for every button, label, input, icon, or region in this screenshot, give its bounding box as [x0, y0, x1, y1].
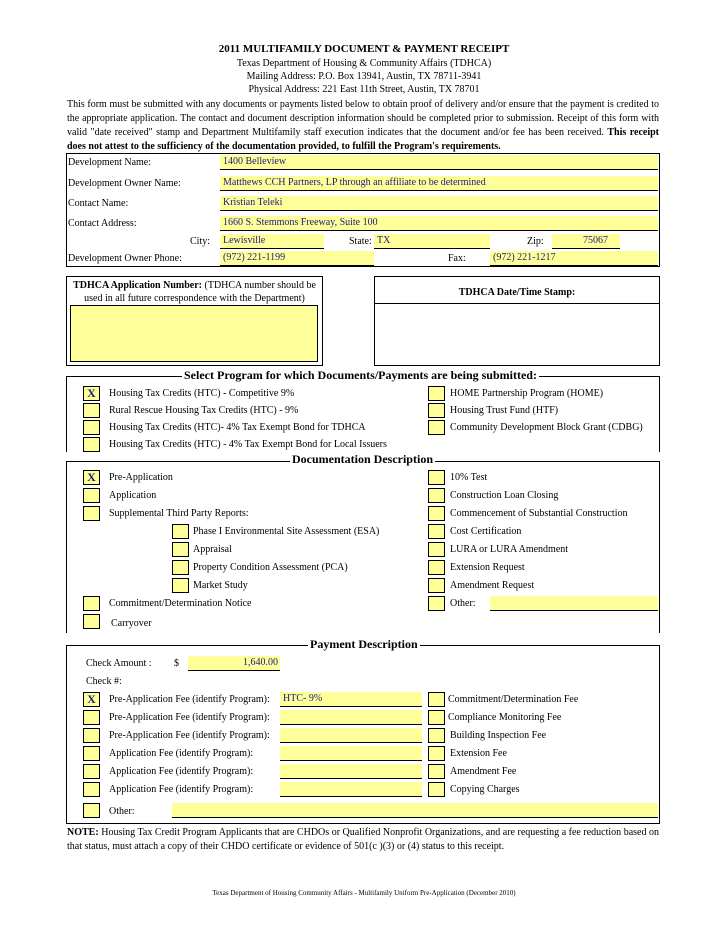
divider	[66, 153, 660, 154]
doc-carryover-label: Carryover	[111, 618, 152, 629]
doc-cost-cert-checkbox[interactable]	[428, 524, 445, 539]
program-htc-competitive-checkbox[interactable]: X	[83, 386, 100, 401]
pay-pre-app-fee-3-program[interactable]	[280, 728, 422, 743]
date-stamp-box	[374, 276, 660, 366]
pay-other-field[interactable]	[172, 803, 658, 818]
doc-market-study-checkbox[interactable]	[172, 578, 189, 593]
program-htc-competitive-label: Housing Tax Credits (HTC) - Competitive 9%	[109, 388, 295, 399]
program-htf-checkbox[interactable]	[428, 403, 445, 418]
dev-name-label: Development Name:	[68, 157, 152, 168]
pay-pre-app-fee-1-program[interactable]: HTC- 9%	[280, 692, 422, 707]
doc-commitment-label: Commitment/Determination Notice	[109, 598, 252, 609]
doc-carryover-checkbox[interactable]	[83, 614, 100, 629]
application-number-field[interactable]	[70, 305, 318, 362]
pay-inspection-fee-label: Building Inspection Fee	[450, 730, 547, 741]
pay-other-label: Other:	[109, 806, 135, 817]
program-home-checkbox[interactable]	[428, 386, 445, 401]
doc-commencement-label: Commencement of Substantial Construction	[450, 508, 628, 519]
pay-pre-app-fee-3-checkbox[interactable]	[83, 728, 100, 743]
doc-amendment-label: Amendment Request	[450, 580, 535, 591]
doc-lura-checkbox[interactable]	[428, 542, 445, 557]
divider	[375, 303, 659, 304]
pay-copying-checkbox[interactable]	[428, 782, 445, 797]
pay-extension-fee-label: Extension Fee	[450, 748, 507, 759]
pay-compliance-fee-label: Compliance Monitoring Fee	[448, 712, 562, 723]
divider	[66, 823, 660, 824]
divider	[66, 645, 67, 823]
doc-appraisal-label: Appraisal	[193, 544, 232, 555]
program-cdbg-label: Community Development Block Grant (CDBG)	[450, 422, 643, 433]
owner-phone-label: Development Owner Phone:	[68, 253, 182, 264]
state-label: State:	[349, 236, 372, 247]
pay-inspection-fee-checkbox[interactable]	[428, 728, 445, 743]
zip-field[interactable]: 75067	[552, 234, 620, 249]
doc-loan-closing-label: Construction Loan Closing	[450, 490, 559, 501]
pay-commitment-fee-label: Commitment/Determination Fee	[448, 694, 579, 705]
doc-application-label: Application	[109, 490, 157, 501]
pay-other-checkbox[interactable]	[83, 803, 100, 818]
program-heading: Select Program for which Documents/Payments are being submitted:	[184, 368, 537, 382]
state-field[interactable]: TX	[374, 234, 490, 249]
doc-lura-label: LURA or LURA Amendment	[450, 544, 569, 555]
doc-market-study-label: Market Study	[193, 580, 248, 591]
note	[67, 826, 659, 854]
program-htc-local-bond-label: Housing Tax Credits (HTC) - 4% Tax Exempt Bond for Local Issuers	[109, 439, 387, 450]
doc-appraisal-checkbox[interactable]	[172, 542, 189, 557]
documentation-heading: Documentation Description	[292, 452, 433, 466]
doc-pre-application-label: Pre-Application	[109, 472, 173, 483]
owner-phone-field[interactable]: (972) 221-1199	[220, 251, 374, 266]
application-number-note: (TDHCA number should be used in all future correspondence with the Department)	[84, 280, 316, 304]
pay-compliance-fee-checkbox[interactable]	[428, 710, 445, 725]
pay-amendment-fee-label: Amendment Fee	[450, 766, 517, 777]
pay-app-fee-2-program[interactable]	[280, 764, 422, 779]
program-htc-local-bond-checkbox[interactable]	[83, 437, 100, 452]
currency-symbol: $	[174, 658, 179, 669]
pay-app-fee-2-checkbox[interactable]	[83, 764, 100, 779]
city-label: City:	[190, 236, 211, 247]
owner-name-label: Development Owner Name:	[68, 178, 181, 189]
doc-commencement-checkbox[interactable]	[428, 506, 445, 521]
check-number-label: Check #:	[86, 676, 122, 687]
application-number-box	[66, 276, 323, 366]
note-label: NOTE:	[67, 827, 99, 838]
physical-address: Physical Address: 221 East 11th Street, Austin, TX 78701	[248, 84, 480, 95]
intro-body: This form must be submitted with any documents or payments listed below to obtain proof of delivery and/or ensure that the payment is credited to the appropriate application. The contact and document description information should be completed prior to submission. Receipt of this form with valid "date received" stamp and Department Multifamily staff execution indicates that the document and/or fee has been received.	[67, 99, 659, 138]
agency-name: Texas Department of Housing & Community Affairs (TDHCA)	[236, 58, 492, 69]
contact-address-label: Contact Address:	[68, 218, 137, 229]
owner-name-field[interactable]: Matthews CCH Partners, LP through an affiliate to be determined	[220, 176, 658, 191]
doc-extension-checkbox[interactable]	[428, 560, 445, 575]
pay-pre-app-fee-1-label: Pre-Application Fee (identify Program):	[109, 694, 270, 705]
doc-esa-checkbox[interactable]	[172, 524, 189, 539]
pay-amendment-fee-checkbox[interactable]	[428, 764, 445, 779]
program-rural-rescue-checkbox[interactable]	[83, 403, 100, 418]
divider	[66, 266, 660, 267]
pay-app-fee-3-checkbox[interactable]	[83, 782, 100, 797]
pay-pre-app-fee-2-label: Pre-Application Fee (identify Program):	[109, 712, 270, 723]
dev-name-field[interactable]: 1400 Belleview	[220, 155, 658, 170]
pay-extension-fee-checkbox[interactable]	[428, 746, 445, 761]
divider	[659, 153, 660, 266]
program-rural-rescue-label: Rural Rescue Housing Tax Credits (HTC) - 9%	[109, 405, 299, 416]
pay-copying-label: Copying Charges	[450, 784, 520, 795]
contact-address-field[interactable]: 1660 S. Stemmons Freeway, Suite 100	[220, 216, 658, 231]
contact-name-label: Contact Name:	[68, 198, 129, 209]
intro-text	[67, 98, 659, 154]
fax-label: Fax:	[448, 253, 466, 264]
doc-extension-label: Extension Request	[450, 562, 525, 573]
divider	[659, 461, 660, 633]
doc-loan-closing-checkbox[interactable]	[428, 488, 445, 503]
doc-pre-application-checkbox[interactable]: X	[83, 470, 100, 485]
pay-app-fee-3-label: Application Fee (identify Program):	[109, 784, 254, 795]
pay-pre-app-fee-1-checkbox[interactable]: X	[83, 692, 100, 707]
mailing-address: Mailing Address: P.O. Box 13941, Austin, TX 78711-3941	[246, 71, 482, 82]
application-number-label: TDHCA Application Number:	[73, 280, 202, 291]
pay-app-fee-3-program[interactable]	[280, 782, 422, 797]
intro-disclaimer: This receipt does not attest to the sufficiency of the documentation provided, to fulfill the Program's requirements.	[67, 127, 659, 152]
doc-other-label: Other:	[450, 598, 476, 609]
contact-name-field[interactable]: Kristian Teleki	[220, 196, 658, 211]
program-htc-tdhca-bond-label: Housing Tax Credits (HTC)- 4% Tax Exempt Bond for TDHCA	[109, 422, 366, 433]
pay-app-fee-1-checkbox[interactable]	[83, 746, 100, 761]
fax-field[interactable]: (972) 221-1217	[490, 251, 658, 266]
check-amount-field[interactable]: 1,640.00	[188, 656, 280, 671]
form-title: 2011 MULTIFAMILY DOCUMENT & PAYMENT RECEIPT	[218, 43, 510, 55]
pay-commitment-fee-checkbox[interactable]	[428, 692, 445, 707]
doc-ten-percent-checkbox[interactable]	[428, 470, 445, 485]
divider	[659, 376, 660, 452]
divider	[66, 376, 67, 452]
note-text: Housing Tax Credit Program Applicants that are CHDOs or Qualified Nonprofit Organizations, and are requesting a fee reduction based on that status, must attach a copy of their CHDO certificate or evidence of 501(c )(3) or (4) status to this receipt.	[67, 827, 660, 852]
doc-third-party-checkbox[interactable]	[83, 506, 100, 521]
program-htf-label: Housing Trust Fund (HTF)	[450, 405, 559, 416]
payment-heading: Payment Description	[310, 637, 418, 651]
zip-label: Zip:	[527, 236, 544, 247]
program-cdbg-checkbox[interactable]	[428, 420, 445, 435]
doc-pca-label: Property Condition Assessment (PCA)	[193, 562, 348, 573]
pay-pre-app-fee-2-checkbox[interactable]	[83, 710, 100, 725]
pay-pre-app-fee-3-label: Pre-Application Fee (identify Program):	[109, 730, 270, 741]
doc-amendment-checkbox[interactable]	[428, 578, 445, 593]
pay-app-fee-1-program[interactable]	[280, 746, 422, 761]
date-stamp-label: TDHCA Date/Time Stamp:	[458, 287, 576, 298]
program-htc-tdhca-bond-checkbox[interactable]	[83, 420, 100, 435]
doc-commitment-checkbox[interactable]	[83, 596, 100, 611]
program-home-label: HOME Partnership Program (HOME)	[450, 388, 604, 399]
doc-third-party-label: Supplemental Third Party Reports:	[109, 508, 249, 519]
doc-esa-label: Phase I Environmental Site Assessment (ESA)	[193, 526, 380, 537]
doc-other-field[interactable]	[490, 596, 658, 611]
divider	[659, 645, 660, 823]
doc-cost-cert-label: Cost Certification	[450, 526, 522, 537]
divider	[66, 461, 67, 633]
doc-other-checkbox[interactable]	[428, 596, 445, 611]
pay-app-fee-2-label: Application Fee (identify Program):	[109, 766, 254, 777]
doc-ten-percent-label: 10% Test	[450, 472, 488, 483]
footer: Texas Department of Housing Community Affairs - Multifamily Uniform Pre-Application (December 2010)	[212, 889, 516, 897]
pay-pre-app-fee-2-program[interactable]	[280, 710, 422, 725]
doc-application-checkbox[interactable]	[83, 488, 100, 503]
divider	[66, 153, 67, 266]
check-amount-label: Check Amount :	[86, 658, 152, 669]
city-field[interactable]: Lewisville	[220, 234, 324, 249]
doc-pca-checkbox[interactable]	[172, 560, 189, 575]
pay-app-fee-1-label: Application Fee (identify Program):	[109, 748, 254, 759]
